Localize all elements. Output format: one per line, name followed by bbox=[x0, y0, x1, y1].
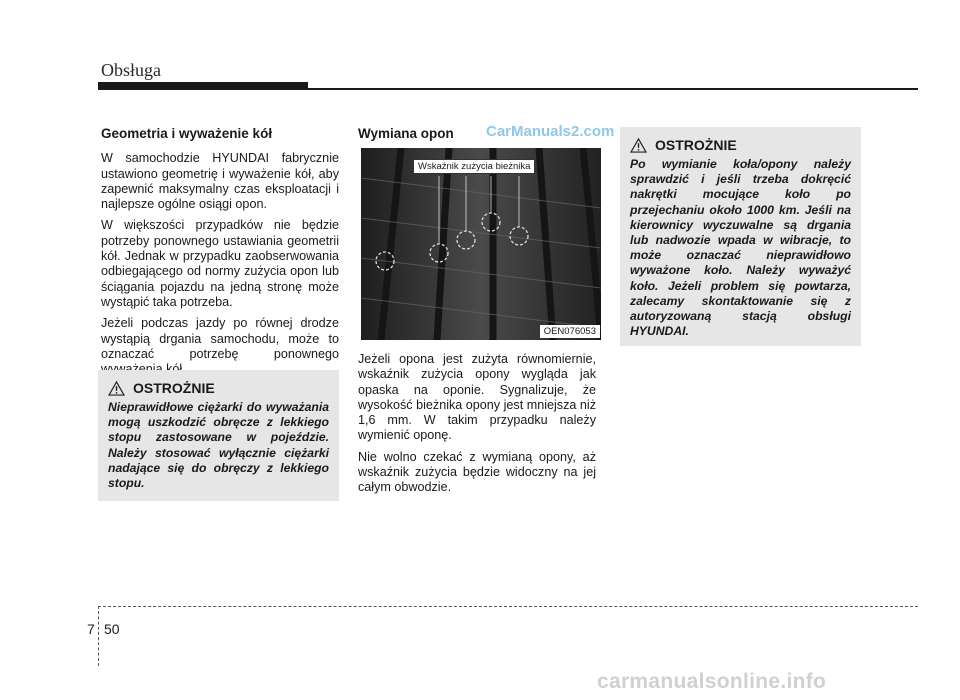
tire-tread-image bbox=[361, 148, 601, 340]
section-title: Obsługa bbox=[101, 60, 161, 80]
column-tire-replacement-text bbox=[358, 352, 596, 502]
column-wheel-alignment bbox=[101, 126, 339, 383]
paragraph: Jeżeli podczas jazdy po równej drodze wystąpią drgania samochodu, może to oznaczać potrzebę ponownego bbox=[101, 316, 339, 361]
warning-icon bbox=[630, 138, 647, 153]
tire-illustration bbox=[361, 148, 601, 340]
caution-box-weights bbox=[98, 370, 339, 501]
heading-tire-replacement: Wymiana opon bbox=[358, 126, 454, 141]
caution-text: Nieprawidłowe ciężarki do wyważania mogą uszkodzić obręcze z lekkiego stopu zastosowane w pojeździe. Należy stosować wyłącznie ciężarki nadające się do obręczy z lekkiego stopu. bbox=[108, 400, 329, 491]
caution-title: OSTROŻNIE bbox=[655, 137, 737, 153]
paragraph: Nie wolno czekać z wymianą opony, aż wskaźnik zużycia będzie widoczny na jej całym obwodzie. bbox=[358, 449, 596, 495]
header-rule bbox=[98, 88, 918, 90]
image-code: OEN076053 bbox=[540, 325, 600, 338]
site-watermark: carmanualsonline.info bbox=[597, 670, 827, 693]
heading-wheel-alignment: Geometria i wyważenie kół bbox=[101, 126, 273, 141]
paragraph: W większości przypadków nie będzie potrzeby ponownego ustawiania geometrii kół. Jednak w przypadku zaobserwowania odbiegającego od normy zużycia opon lub ściągania pojazdu na jedną stronę może wystąpić taka potrzeba. bbox=[101, 218, 339, 309]
tread-wear-indicator-label: Wskaźnik zużycia bieżnika bbox=[413, 159, 535, 174]
warning-icon bbox=[108, 381, 125, 396]
caution-text: Po wymianie koła/opony należy sprawdzić i jeśli trzeba dokręcić nakrętki mocujące koło po przejechaniu około 1000 km. Jeśli na kierownicy wyczuwalne są drgania lub nadwozie wpada w wibracje, to może oznaczać nieprawidłowo wyważone koło. Należy wyważyć koło. Jeżeli problem się powtarza, zalecamy skontaktowanie się z autoryzowaną stacją obsługi HYUNDAI. bbox=[630, 157, 851, 339]
chapter-number: 7 bbox=[87, 621, 95, 637]
paragraph: W samochodzie HYUNDAI fabrycznie ustawiono geometrię i wyważenie kół, aby zapewnić maksymalny czas eksploatacji i najlepsze ogólne osiągi opon. bbox=[101, 151, 339, 212]
footer-rule bbox=[98, 606, 918, 607]
watermark: CarManuals2.com bbox=[486, 123, 615, 140]
caution-box-wheel-nuts bbox=[620, 127, 861, 346]
caution-title: OSTROŻNIE bbox=[133, 380, 215, 396]
page-number: 50 bbox=[104, 621, 120, 637]
footer-divider bbox=[98, 606, 99, 666]
paragraph: Jeżeli opona jest zużyta równomiernie, wskaźnik zużycia opony wygląda jak opaska na oponie. Sygnalizuje, że wysokość bieżnika opony jest mniejsza niż 1,6 mm. W takim przypadku należy wymienić oponę. bbox=[358, 352, 596, 443]
